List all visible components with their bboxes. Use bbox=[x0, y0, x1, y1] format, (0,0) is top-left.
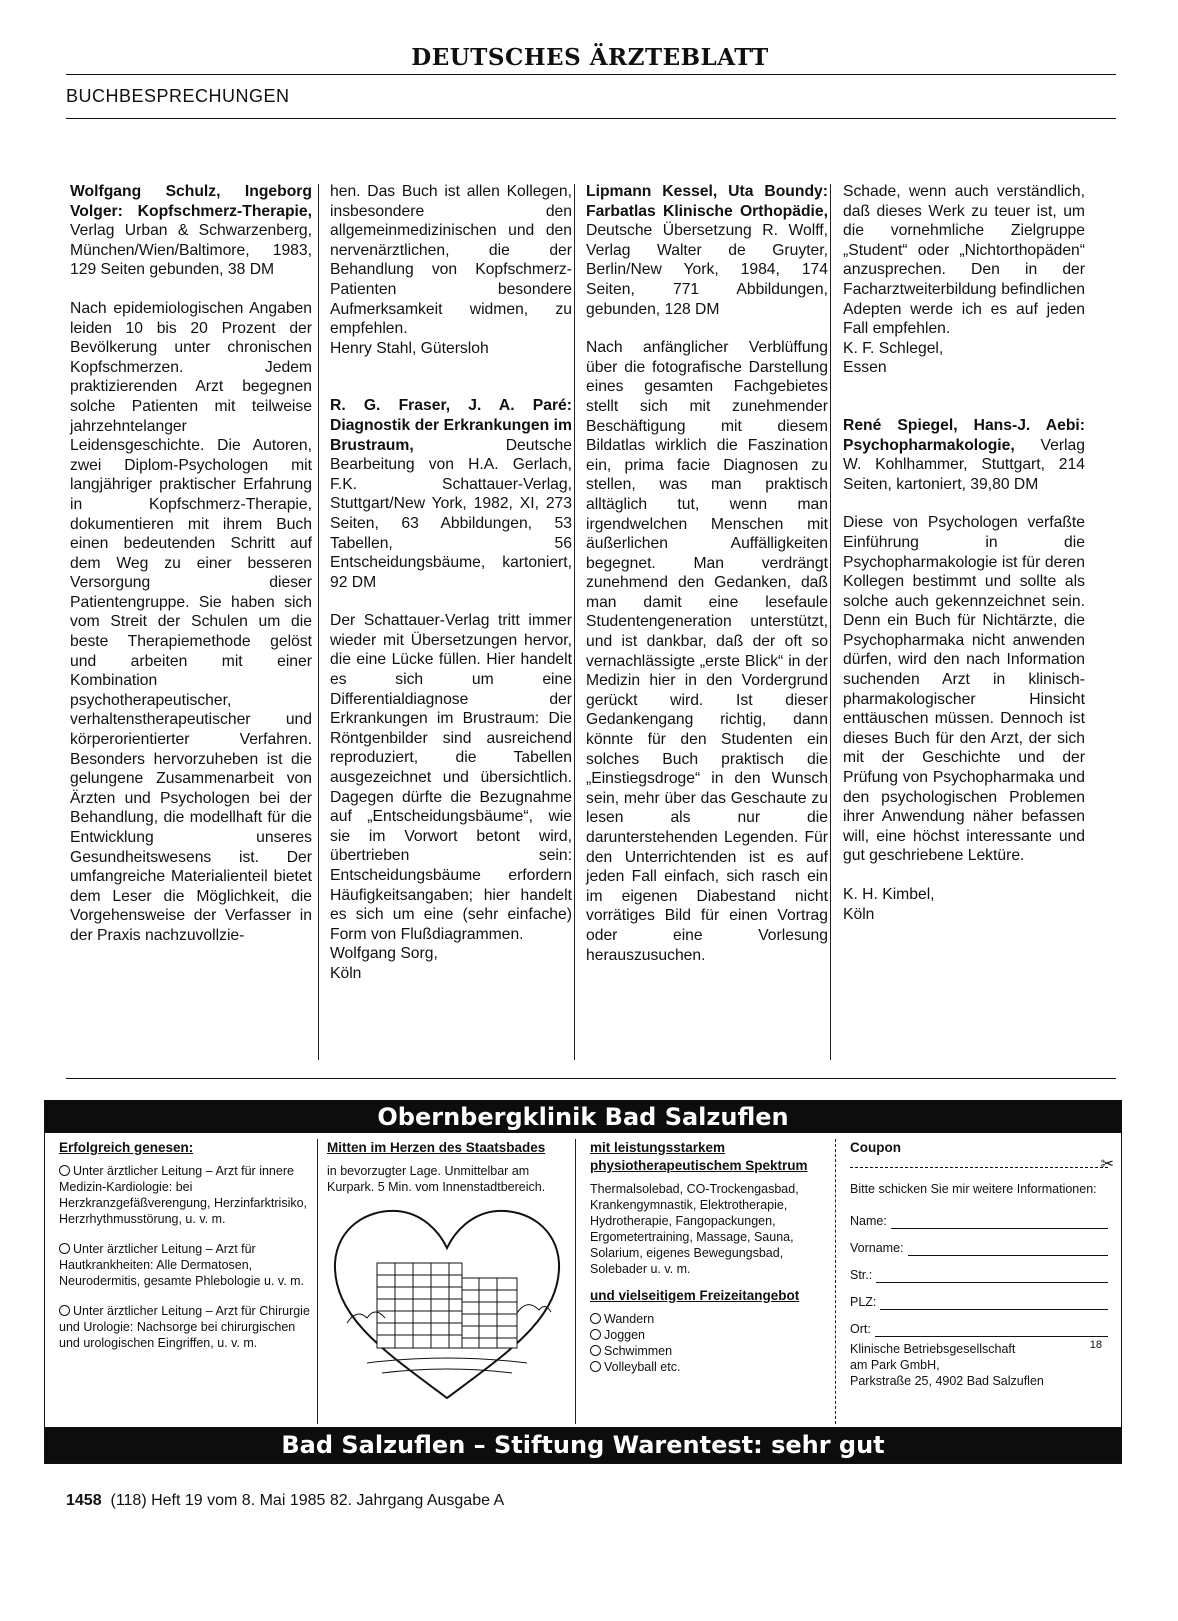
scissors-icon: ✂ bbox=[1100, 1156, 1114, 1173]
masthead-rule bbox=[66, 74, 1116, 75]
review-body: hen. Das Buch ist allen Kollegen, insbesondere den allgemeinmedizinischen und den nervenärztlichen, die der Behandlung von Kopfschmerz-Patienten besondere Aufmerksamkeit widmen, zu empfehlen. bbox=[330, 183, 572, 338]
list-item: Volleyball etc. bbox=[590, 1359, 830, 1375]
coupon-field-city[interactable]: Ort: bbox=[850, 1321, 1108, 1337]
ad-number: 18 bbox=[1089, 1339, 1102, 1351]
circle-icon bbox=[590, 1313, 601, 1324]
ad-footer-banner: Bad Salzuflen – Stiftung Warentest: sehr gut bbox=[45, 1427, 1121, 1463]
page-footer bbox=[66, 1492, 504, 1510]
column-4 bbox=[843, 182, 1085, 943]
dashed-line bbox=[850, 1167, 1108, 1168]
column-3 bbox=[586, 182, 828, 984]
clinic-heart-illustration bbox=[327, 1203, 567, 1403]
bottom-rule bbox=[66, 1078, 1116, 1079]
reviewer-signature: K. H. Kimbel, Köln bbox=[843, 886, 935, 923]
review-body: Der Schattauer-Verlag tritt immer wieder mit Übersetzungen hervor, die eine Lücke füllen. Hier handelt es sich um eine Differentialdiagnose der Erkrankungen im Brustraum: Die Röntgenbilder sind ausreichend reproduziert, die Tabellen ausgezeichnet und übersichtlich. Dagegen dürfte die Bezugnahme auf „Entscheidungsbäume“, wie sie im Vorwort betont wird, übertrieben sein: Entscheidungsbäume erfordern Häufigkeitsangaben; hier handelt es sich um eine (sehr einfache) Form von Flußdiagrammen. bbox=[330, 612, 572, 943]
review-body: Diese von Psychologen verfaßte Einführung in die Psychopharmakologie ist für deren Kollegen bestimmt und sollte als solche auch gekennzeichnet sein. Denn ein Buch für Nichtärzte, die Psychopharmaka nicht anwenden dürfen, wird den nach Information suchenden Arzt in klinisch-pharmakologischer Hinsicht enttäuschen müssen. Dennoch ist dieses Buch für den Arzt, der sich mit der Geschichte und der Prüfung von Psychopharmaka und den psychologischen Problemen ihrer Anwendung näher befassen will, eine höchst interessante und gut geschriebene Lektüre. bbox=[843, 514, 1085, 865]
reviewer-signature: Wolfgang Sorg, Köln bbox=[330, 945, 438, 982]
ad-divider bbox=[575, 1139, 576, 1424]
circle-icon bbox=[590, 1361, 601, 1372]
column-2 bbox=[330, 182, 572, 1003]
list-item: Schwimmen bbox=[590, 1343, 830, 1359]
review-header: René Spiegel, Hans-J. Aebi: Psychopharmakologie, Verlag W. Kohlhammer, Stuttgart, 214 Seiten, kartoniert, 39,80 DM bbox=[843, 416, 1085, 493]
reviewer-signature: Henry Stahl, Gütersloh bbox=[330, 339, 489, 357]
ad-divider bbox=[317, 1139, 318, 1424]
circle-icon bbox=[59, 1305, 70, 1316]
ad-column-treatments bbox=[59, 1139, 314, 1365]
list-item: Unter ärztlicher Leitung – Arzt für innere Medizin-Kardiologie: bei Herzkranzgefäßverengung, Herzinfarktrisiko, Herzrhythmusstörung, u. v. m. bbox=[59, 1164, 308, 1226]
issue-info: (118) Heft 19 vom 8. Mai 1985 82. Jahrgang Ausgabe A bbox=[110, 1492, 505, 1509]
column-divider bbox=[574, 184, 575, 1060]
ad-text: in bevorzugter Lage. Unmittelbar am Kurpark. 5 Min. vom Innenstadtbereich. bbox=[327, 1164, 546, 1194]
advertisement bbox=[44, 1100, 1122, 1464]
review-body: Nach epidemiologischen Angaben leiden 10 bis 20 Prozent der Bevölkerung unter chronischen Kopfschmerzen. Jedem praktizierenden Arzt begegnen solche Patienten mit teilweise jahrzehntelanger Leidensgeschichte. Die Autoren, zwei Diplom-Psychologen mit langjähriger praktischer Erfahrung in Kopfschmerz-Therapie, dokumentieren mit ihrem Buch einen bedeutenden Schritt auf dem Weg zu einer besseren Versorgung dieser Patientengruppe. Sie haben sich vom Streit der Schulen um die beste Therapiemethode gelöst und arbeiten mit einer Kombination psychotherapeutischer, verhaltenstherapeutischer und körperorientierter Verfahren. Besonders hervorzuheben ist die gelungene Zusammenarbeit von Ärzten und Psychologen bei der Behandlung, die modellhaft für die Entwicklung unseres Gesundheitswesens ist. Der umfangreiche Materialienteil bietet dem Leser die Möglichkeit, die Vorgehensweise der Verfasser in der Praxis nachzuvollzie- bbox=[70, 299, 312, 944]
coupon-heading: Coupon bbox=[850, 1140, 901, 1155]
circle-icon bbox=[59, 1165, 70, 1176]
reviewer-signature: K. F. Schlegel, Essen bbox=[843, 339, 944, 377]
coupon-field-firstname[interactable]: Vorname: bbox=[850, 1240, 1108, 1256]
coupon-field-street[interactable]: Str.: bbox=[850, 1267, 1108, 1283]
circle-icon bbox=[59, 1243, 70, 1254]
list-item: Wandern bbox=[590, 1311, 830, 1327]
ad-heading: Erfolgreich genesen: bbox=[59, 1140, 194, 1155]
list-item: Unter ärztlicher Leitung – Arzt für Hautkrankheiten: Alle Dermatosen, Neurodermitis, gesamte Phlebologie u. v. m. bbox=[59, 1242, 305, 1288]
ad-heading: mit leistungsstarkem physiotherapeutischem Spektrum bbox=[590, 1140, 808, 1173]
column-divider bbox=[318, 184, 319, 1060]
ad-text: Thermalsolebad, CO-Trockengasbad, Krankengymnastik, Elektrotherapie, Hydrotherapie, Fangopackungen, Ergometertraining, Massage, Sauna, Solarium, eigenes Bewegungsbad, Solebader u. v. m. bbox=[590, 1182, 799, 1276]
coupon-field-zip[interactable]: PLZ: bbox=[850, 1294, 1108, 1310]
review-header: Wolfgang Schulz, Ingeborg Volger: Kopfschmerz-Therapie, Verlag Urban & Schwarzenberg, München/Wien/Baltimore, 1983, 129 Seiten gebunden, 38 DM bbox=[70, 183, 312, 279]
review-header: R. G. Fraser, J. A. Paré: Diagnostik der Erkrankungen im Brustraum, Deutsche Bearbeitung von H.A. Gerlach, F.K. Schattauer-Verlag, Stuttgart/New York, 1982, XI, 273 Seiten, 63 Abbildungen, 53 Tabellen, 56 Entscheidungsbäume, kartoniert, 92 DM bbox=[330, 397, 572, 591]
review-header: Lipmann Kessel, Uta Boundy: Farbatlas Klinische Orthopädie, Deutsche Übersetzung R. Wolff, Verlag Walter de Gruyter, Berlin/New York, 1984, 174 Seiten, 771 Abbildungen, gebunden, 128 DM bbox=[586, 183, 828, 318]
ad-title: Obernbergklinik Bad Salzuflen bbox=[45, 1101, 1121, 1133]
section-rule bbox=[66, 118, 1116, 119]
column-1 bbox=[70, 182, 312, 965]
review-body: Schade, wenn auch verständlich, daß dieses Werk zu teuer ist, um die vornehmliche Zielgruppe „Student“ oder „Nichtorthopäden“ anzusprechen. Den in der Facharztweiterbildung befindlichen Adepten werde ich es auf jeden Fall empfehlen. bbox=[843, 183, 1085, 338]
ad-cut-line bbox=[835, 1139, 836, 1424]
ad-heading: und vielseitigem Freizeitangebot bbox=[590, 1288, 800, 1303]
masthead: DEUTSCHES ÄRZTEBLATT bbox=[411, 44, 769, 71]
page-number: 1458 bbox=[66, 1492, 102, 1509]
list-item: Unter ärztlicher Leitung – Arzt für Chirurgie und Urologie: Nachsorge bei chirurgischen und urologischen Eingriffen, u. v. m. bbox=[59, 1304, 310, 1350]
section-title: BUCHBESPRECHUNGEN bbox=[66, 86, 290, 106]
review-body: Nach anfänglicher Verblüffung über die fotografische Darstellung eines gesamten Fachgebietes stellt sich mit zunehmender Beschäftigung mit diesem Bildatlas wirklich die Faszination ein, prima facie Diagnosen zu stellen, was man praktisch alltäglich tut, wenn man irgendwelchen Menschen mit äußerlichen Auffälligkeiten begegnet. Man verdrängt zunehmend den Gedanken, daß man damit eine lesefaule Studentengeneration unterstützt, und ist dankbar, daß der oft so vernachlässigte „erste Blick“ in der Medizin hier in den Vordergrund gerückt wird. Ist dieser Gedankengang richtig, dann könnte für den Studenten ein solches Buch praktisch die „Einstiegsdroge“ in den Wunsch sein, mehr über das Geschaute zu lesen als nur die darunterstehenden Legenden. Für den Unterrichtenden ist es auf jeden Fall einfach, sich rasch ein im eigenen Diabestand nicht vorrätiges Bild für einen Vortrag oder eine Vorlesung herauszusuchen. bbox=[586, 339, 828, 964]
coupon-intro: Bitte schicken Sie mir weitere Informationen: bbox=[850, 1182, 1097, 1196]
coupon-address: 18 Klinische Betriebsgesellschaft am Park GmbH, Parkstraße 25, 4902 Bad Salzuflen bbox=[850, 1339, 1102, 1388]
ad-column-location bbox=[327, 1139, 567, 1403]
column-divider bbox=[830, 184, 831, 1060]
coupon-field-name[interactable]: Name: bbox=[850, 1213, 1108, 1229]
list-item: Joggen bbox=[590, 1327, 830, 1343]
coupon bbox=[850, 1139, 1114, 1389]
ad-column-services bbox=[590, 1139, 830, 1375]
circle-icon bbox=[590, 1329, 601, 1340]
coupon-cut-line bbox=[850, 1156, 1114, 1175]
circle-icon bbox=[590, 1345, 601, 1356]
ad-heading: Mitten im Herzen des Staatsbades bbox=[327, 1140, 546, 1155]
